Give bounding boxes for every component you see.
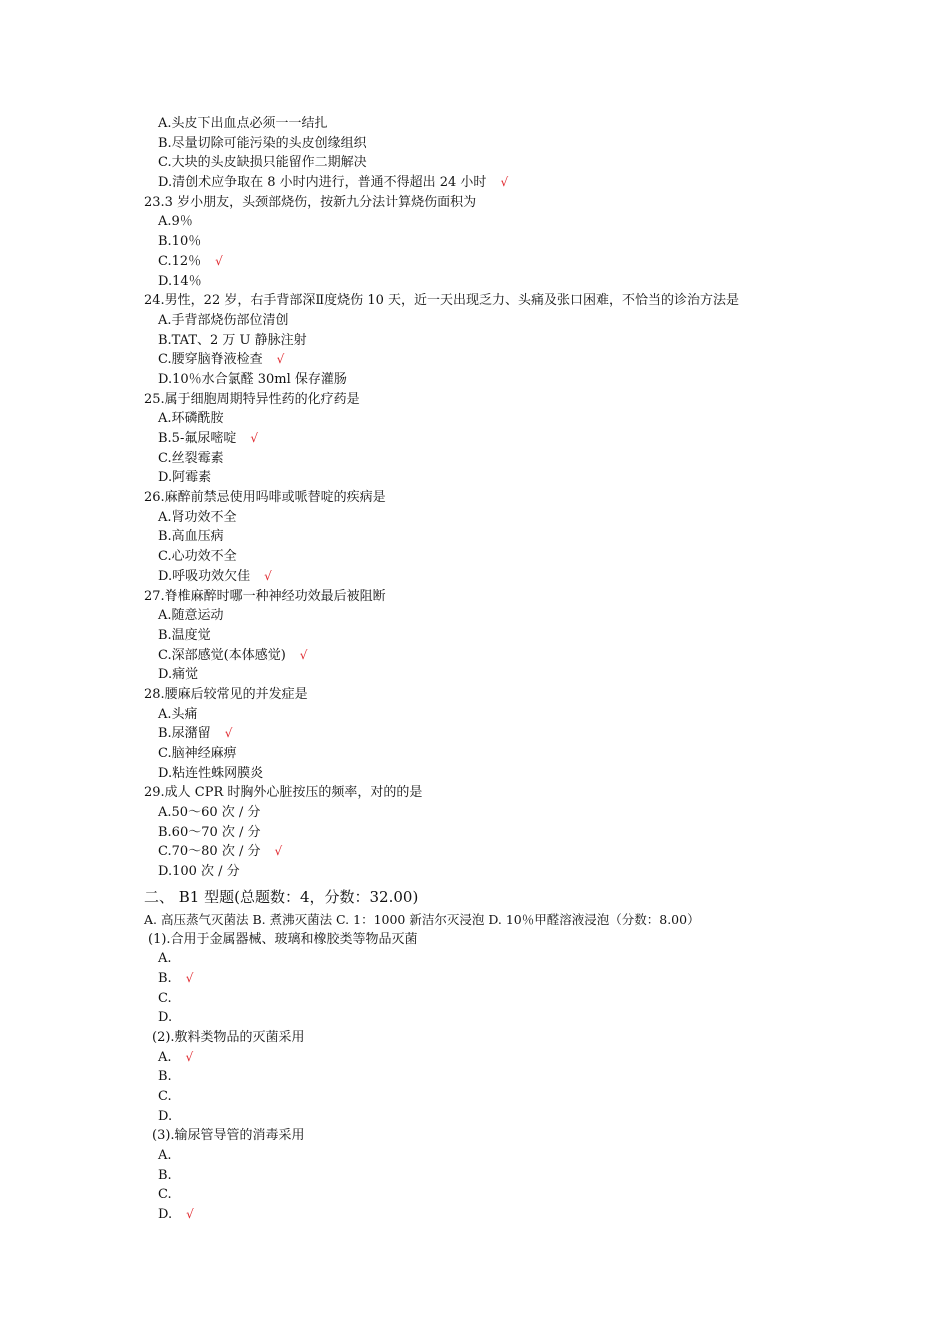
answer-option[interactable]: [0, 665, 950, 685]
answer-option[interactable]: [0, 567, 950, 587]
answer-option[interactable]: [0, 1048, 950, 1068]
option-text: D.10％水合氯醛 30ml 保存灌肠: [158, 371, 347, 387]
question-22-options: [0, 114, 950, 193]
check-mark-icon: √: [500, 175, 509, 190]
option-text: B.尿潴留: [158, 726, 211, 742]
check-mark-icon: √: [299, 647, 308, 662]
option-text: D.痛觉: [158, 667, 199, 683]
option-text: D.: [158, 1207, 173, 1223]
answer-option[interactable]: [0, 370, 950, 390]
option-text: C.大块的头皮缺损只能留作二期解决: [158, 155, 367, 171]
answer-option[interactable]: [0, 350, 950, 370]
answer-option[interactable]: [0, 1087, 950, 1107]
answer-option[interactable]: [0, 744, 950, 764]
option-text: B.: [158, 1167, 172, 1183]
check-mark-icon: √: [250, 431, 259, 445]
option-text: A.环磷酰胺: [158, 411, 224, 427]
option-text: D.清创术应争取在 8 小时内进行，普通不得超出 24 小时: [158, 175, 487, 191]
question-stem: 25.属于细胞周期特异性药的化疗药是: [144, 391, 360, 407]
answer-option[interactable]: [0, 153, 950, 173]
answer-option[interactable]: [0, 989, 950, 1009]
option-text: A.: [158, 951, 172, 967]
option-text: A.头皮下出血点必须一一结扎: [158, 116, 328, 131]
option-text: D.呼吸功效欠佳: [158, 568, 251, 584]
answer-option[interactable]: [0, 232, 950, 252]
answer-option[interactable]: [0, 646, 950, 666]
answer-option[interactable]: [0, 134, 950, 154]
answer-option[interactable]: [0, 1185, 950, 1205]
option-text: C.: [158, 1187, 172, 1203]
answer-option[interactable]: [0, 468, 950, 488]
answer-option[interactable]: [0, 331, 950, 351]
answer-option[interactable]: [0, 969, 950, 989]
option-text: C.: [158, 990, 172, 1006]
answer-option[interactable]: [0, 1107, 950, 1127]
subquestion-stem: (2).敷料类物品的灭菌采用: [152, 1029, 305, 1045]
option-text: C.脑神经麻痹: [158, 746, 237, 761]
option-text: A.头痛: [158, 706, 198, 722]
answer-option[interactable]: [0, 547, 950, 567]
answer-option[interactable]: [0, 252, 950, 272]
option-text: B.温度觉: [158, 627, 211, 643]
check-mark-icon: √: [274, 844, 283, 859]
answer-option[interactable]: [0, 606, 950, 626]
answer-option[interactable]: [0, 527, 950, 547]
option-text: B.10％: [158, 234, 202, 250]
answer-option[interactable]: [0, 803, 950, 823]
option-text: D.: [158, 1010, 173, 1026]
check-mark-icon: √: [264, 568, 272, 583]
option-text: C.70～80 次 / 分: [158, 844, 261, 860]
option-text: A.肾功效不全: [158, 509, 237, 525]
answer-option[interactable]: [0, 1067, 950, 1087]
exam-document: [0, 114, 950, 1225]
option-text: C.腰穿脑脊液检查: [158, 352, 263, 368]
option-text: C.深部感觉(本体感觉): [158, 647, 286, 663]
section-2-shared-options: A. 高压蒸气灭菌法 B. 煮沸灭菌法 C. 1：1000 新洁尔灭浸泡 D. 10％甲醛溶液浸泡（分数：8.00）: [144, 911, 700, 927]
check-mark-icon: √: [224, 726, 233, 741]
check-mark-icon: √: [186, 1207, 194, 1222]
answer-option[interactable]: [0, 1146, 950, 1166]
option-text: B.60～70 次 / 分: [158, 824, 261, 840]
question-stem: 29.成人 CPR 时胸外心脏按压的频率，对的的是: [144, 785, 423, 801]
section-2-heading: 二、 B1 型题(总题数：4，分数：32.00): [144, 887, 419, 906]
option-text: A.: [158, 1049, 172, 1065]
question-stem: 28.腰麻后较常见的并发症是: [144, 686, 308, 702]
answer-option[interactable]: [0, 724, 950, 744]
answer-option[interactable]: [0, 626, 950, 646]
answer-option[interactable]: [0, 114, 950, 134]
check-mark-icon: √: [215, 253, 223, 268]
option-text: C.: [158, 1089, 172, 1104]
answer-option[interactable]: [0, 705, 950, 725]
check-mark-icon: √: [185, 970, 194, 985]
answer-option[interactable]: [0, 1008, 950, 1028]
answer-option[interactable]: [0, 764, 950, 784]
option-text: B.: [158, 970, 172, 986]
answer-option[interactable]: [0, 508, 950, 528]
answer-option[interactable]: [0, 1205, 950, 1225]
answer-option[interactable]: [0, 311, 950, 331]
answer-option[interactable]: [0, 449, 950, 469]
answer-option[interactable]: [0, 949, 950, 969]
answer-option[interactable]: [0, 212, 950, 232]
option-text: A.9％: [158, 214, 193, 230]
answer-option[interactable]: [0, 1166, 950, 1186]
option-text: B.TAT、2 万 U 静脉注射: [158, 332, 307, 348]
answer-option[interactable]: [0, 409, 950, 429]
answer-option[interactable]: [0, 842, 950, 862]
option-text: B.5-氟尿嘧啶: [158, 431, 237, 446]
subquestion-stem: (3).输尿管导管的消毒采用: [152, 1128, 305, 1144]
question-stem: 23.3 岁小朋友，头颈部烧伤，按新九分法计算烧伤面积为: [144, 194, 477, 210]
option-text: A.手背部烧伤部位清创: [158, 312, 289, 328]
option-text: B.: [158, 1069, 172, 1085]
option-text: C.丝裂霉素: [158, 450, 224, 466]
option-text: D.100 次 / 分: [158, 864, 240, 880]
question-stem: 26.麻醉前禁忌使用吗啡或哌替啶的疾病是: [144, 490, 386, 506]
check-mark-icon: √: [185, 1049, 194, 1064]
question-stem: 24.男性，22 岁，右手背部深Ⅱ度烧伤 10 天，近一天出现乏力、头痛及张口困难，不恰当的诊治方法是: [144, 293, 739, 309]
option-text: D.阿霉素: [158, 470, 212, 486]
answer-option[interactable]: [0, 272, 950, 292]
option-text: C.12％: [158, 253, 202, 269]
option-text: B.尽量切除可能污染的头皮创缘组织: [158, 135, 367, 151]
option-text: A.随意运动: [158, 608, 224, 624]
section-2-subquestions: [0, 930, 950, 1225]
option-text: B.高血压病: [158, 529, 224, 545]
answer-option[interactable]: [0, 173, 950, 193]
option-text: D.14％: [158, 273, 202, 289]
answer-option[interactable]: [0, 862, 950, 882]
option-text: C.心功效不全: [158, 549, 237, 565]
question-list: [0, 193, 950, 882]
answer-option[interactable]: [0, 429, 950, 449]
option-text: A.: [158, 1148, 172, 1164]
option-text: A.50～60 次 / 分: [158, 805, 261, 821]
option-text: D.: [158, 1108, 173, 1124]
option-text: D.粘连性蛛网膜炎: [158, 765, 264, 781]
check-mark-icon: √: [276, 352, 285, 367]
answer-option[interactable]: [0, 823, 950, 843]
question-stem: 27.脊椎麻醉时哪一种神经功效最后被阻断: [144, 588, 386, 604]
subquestion-stem: (1).合用于金属器械、玻璃和橡胶类等物品灭菌: [148, 931, 418, 947]
